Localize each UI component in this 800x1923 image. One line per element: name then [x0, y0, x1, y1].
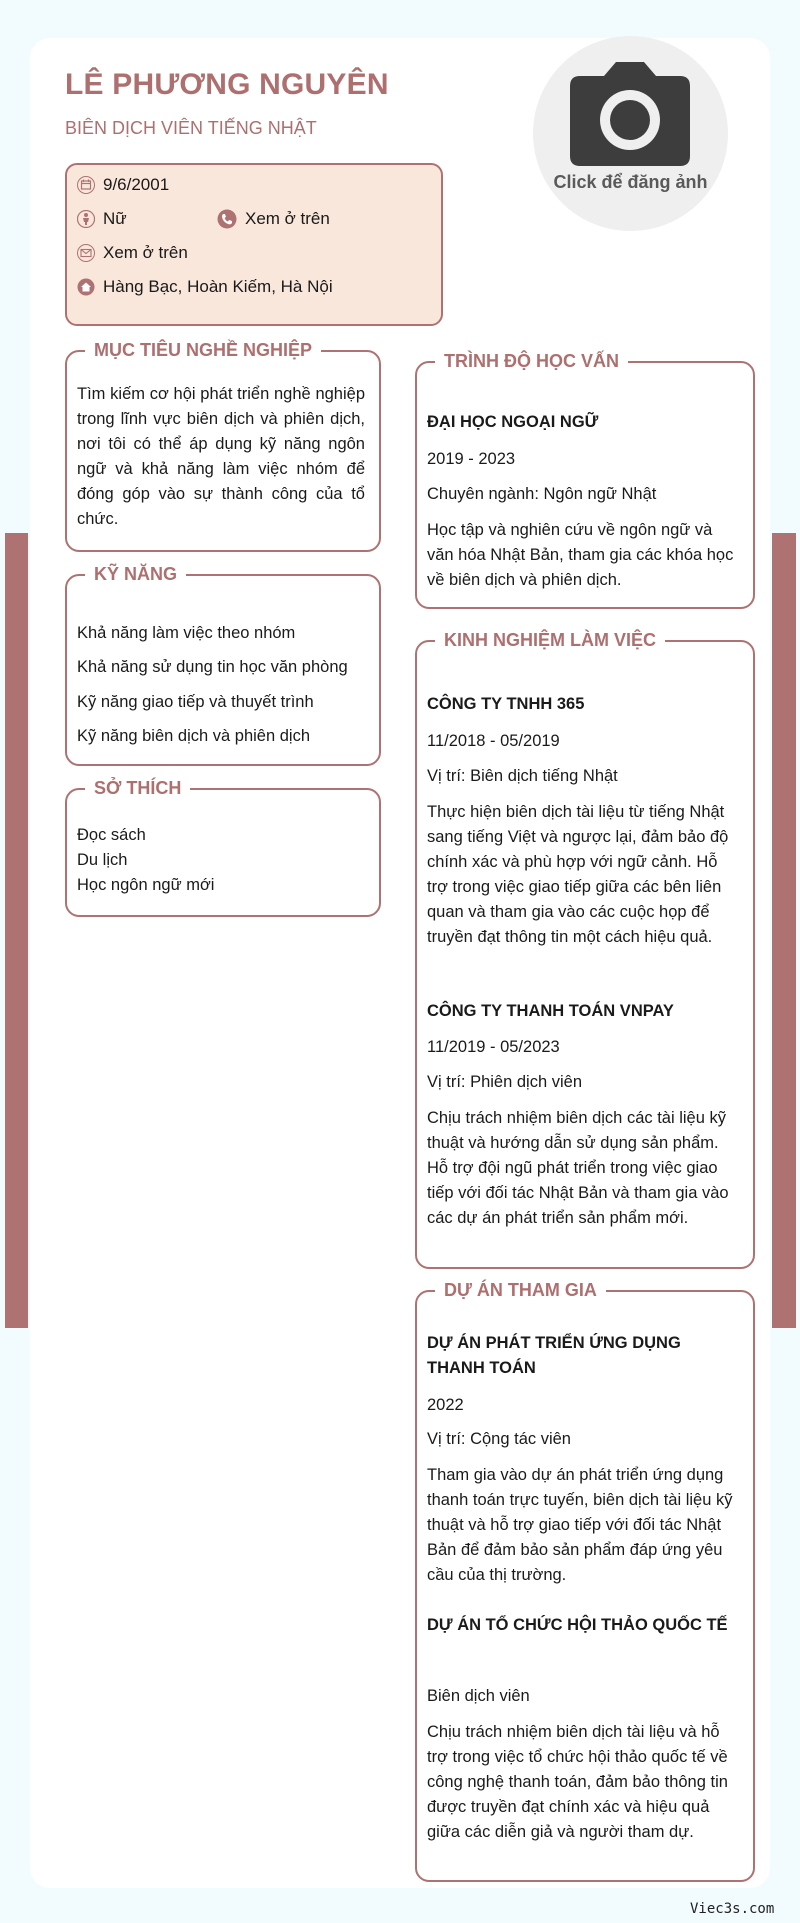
company-name: CÔNG TY TNHH 365: [427, 695, 585, 713]
project-year: 2022: [427, 1396, 464, 1414]
objective-section: [65, 340, 381, 552]
experience-section: [415, 630, 755, 1269]
gender-icon: [77, 210, 95, 228]
camera-icon: [570, 62, 690, 166]
birthday-value: 9/6/2001: [103, 175, 170, 194]
mail-icon: [77, 244, 95, 262]
job-position: Vị trí: Biên dịch tiếng Nhật: [427, 767, 618, 785]
education-title: TRÌNH ĐỘ HỌC VẤN: [435, 348, 628, 374]
hobbies-section: [65, 778, 381, 917]
objective-title: MỤC TIÊU NGHỀ NGHIỆP: [85, 337, 321, 363]
hobby-item: Học ngôn ngữ mới: [77, 876, 215, 894]
education-period: 2019 - 2023: [427, 450, 516, 468]
job-position: Vị trí: Phiên dịch viên: [427, 1073, 582, 1091]
phone-value: Xem ở trên: [245, 209, 330, 228]
contact-info-box: [65, 163, 443, 326]
email-row: [77, 243, 188, 263]
job-description: Chịu trách nhiệm biên dịch các tài liệu kỹ thuật và hướng dẫn sử dụng sản phẩm. Hỗ trợ đội ngũ phát triển trong việc giao tiếp với đối tác Nhật Bản và tham gia vào các dự án phát triển sản phẩm mới.: [427, 1109, 729, 1227]
skills-title: KỸ NĂNG: [85, 561, 186, 587]
email-value: Xem ở trên: [103, 243, 188, 262]
skill-item: Kỹ năng giao tiếp và thuyết trình: [77, 693, 314, 711]
project-position: Vị trí: Cộng tác viên: [427, 1430, 571, 1448]
home-icon: [77, 278, 95, 296]
calendar-icon: [77, 176, 95, 194]
watermark: Viec3s.com: [690, 1901, 775, 1917]
phone-icon: [217, 209, 237, 229]
photo-upload-label: Click để đăng ảnh: [553, 172, 708, 192]
job-description: Thực hiện biên dịch tài liệu từ tiếng Nhật sang tiếng Việt và ngược lại, đảm bảo độ chính xác và phù hợp với ngữ cảnh. Hỗ trợ trong việc giao tiếp giữa các bên liên quan và tham gia vào các cuộc họp để truyền đạt thông tin một cách hiệu quả.: [427, 803, 729, 946]
project-description: Tham gia vào dự án phát triển ứng dụng thanh toán trực tuyến, biên dịch tài liệu kỹ thuật và hỗ trợ giao tiếp với đối tác Nhật Bản để đảm bảo sản phẩm đáp ứng yêu cầu của thị trường.: [427, 1466, 733, 1584]
photo-upload[interactable]: [533, 36, 728, 231]
education-description: Học tập và nghiên cứu về ngôn ngữ và văn hóa Nhật Bản, tham gia các khóa học về biên dịch và phiên dịch.: [427, 521, 734, 589]
experience-title: KINH NGHIỆM LÀM VIỆC: [435, 627, 665, 653]
objective-text: Tìm kiếm cơ hội phát triển nghề nghiệp trong lĩnh vực biên dịch và phiên dịch, nơi tôi có thể áp dụng kỹ năng ngôn ngữ và khả năng làm việc nhóm để đóng góp vào sự thành công của tổ chức.: [77, 385, 365, 528]
address-row: [77, 277, 333, 297]
right-accent-bar: [772, 533, 796, 1328]
gender-row: [77, 209, 127, 229]
birthday-row: [77, 175, 169, 195]
gender-value: Nữ: [103, 209, 127, 228]
phone-row: [217, 209, 330, 229]
skills-section: [65, 564, 381, 766]
education-section: [415, 351, 755, 609]
project-position: Biên dịch viên: [427, 1687, 530, 1705]
job-period: 11/2018 - 05/2019: [427, 732, 560, 750]
job-title: BIÊN DỊCH VIÊN TIẾNG NHẬT: [65, 118, 317, 138]
hobby-item: Du lịch: [77, 851, 128, 869]
skill-item: Khả năng làm việc theo nhóm: [77, 624, 296, 642]
project-description: Chịu trách nhiệm biên dịch tài liệu và hỗ trợ trong việc tổ chức hội thảo quốc tế về công nghệ thanh toán, đảm bảo thông tin được truyền đạt chính xác và hiệu quả giữa các diễn giả và người tham dự.: [427, 1723, 728, 1841]
project-name: DỰ ÁN TỔ CHỨC HỘI THẢO QUỐC TẾ: [427, 1616, 728, 1634]
skill-item: Khả năng sử dụng tin học văn phòng: [77, 658, 348, 676]
education-major: Chuyên ngành: Ngôn ngữ Nhật: [427, 485, 657, 503]
project-name: DỰ ÁN PHÁT TRIỂN ỨNG DỤNG THANH TOÁN: [427, 1334, 681, 1377]
left-accent-bar: [5, 533, 28, 1328]
address-value: Hàng Bạc, Hoàn Kiếm, Hà Nội: [103, 277, 333, 296]
hobby-item: Đọc sách: [77, 826, 146, 844]
hobbies-title: SỞ THÍCH: [85, 775, 190, 801]
job-period: 11/2019 - 05/2023: [427, 1038, 560, 1056]
skill-item: Kỹ năng biên dịch và phiên dịch: [77, 727, 310, 745]
projects-section: [415, 1280, 755, 1882]
projects-title: DỰ ÁN THAM GIA: [435, 1277, 606, 1303]
hobbies-list: [77, 823, 365, 898]
company-name: CÔNG TY THANH TOÁN VNPAY: [427, 1002, 674, 1020]
candidate-name: LÊ PHƯƠNG NGUYÊN: [65, 68, 389, 101]
school-name: ĐẠI HỌC NGOẠI NGỮ: [427, 413, 599, 431]
